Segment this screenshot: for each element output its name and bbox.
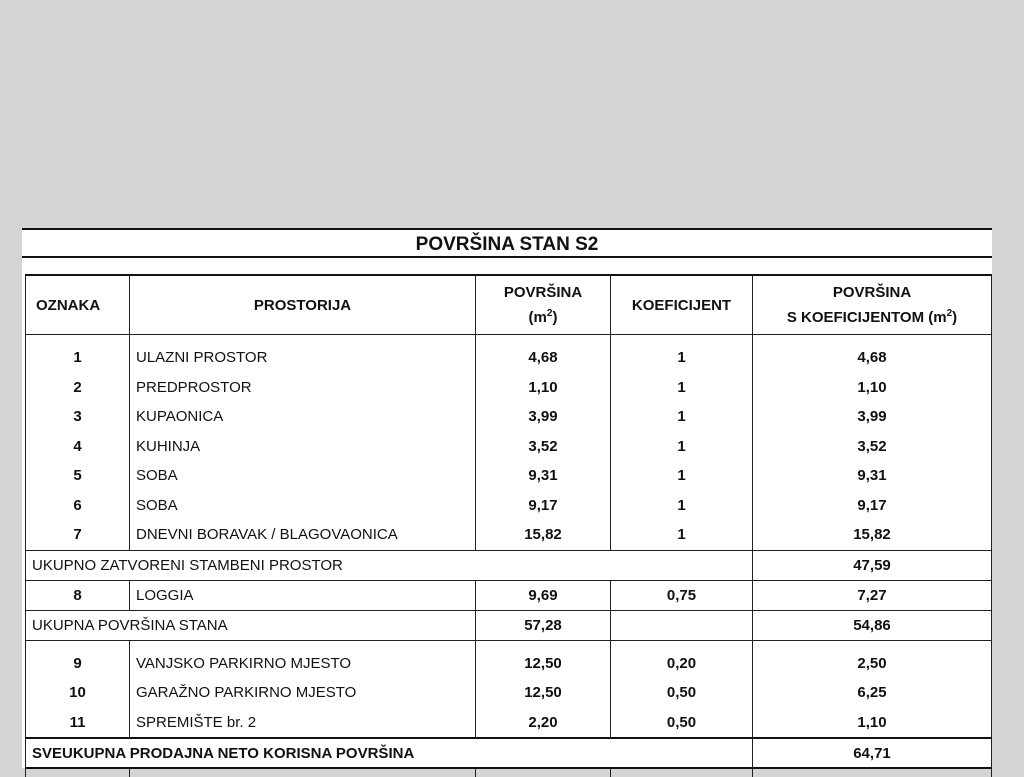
table-row: [26, 335, 992, 373]
room-area-coef: 3,52: [753, 432, 992, 462]
area-table: [25, 274, 992, 777]
room-area: 1,10: [476, 373, 611, 403]
grand-total-label: SVEUKUPNA PRODAJNA NETO KORISNA POVRŠINA: [26, 738, 753, 768]
room-coef: 1: [611, 335, 753, 373]
room-number: 8: [26, 580, 130, 610]
room-name: PREDPROSTOR: [130, 373, 476, 403]
subtotal-enclosed-label: UKUPNO ZATVORENI STAMBENI PROSTOR: [26, 550, 753, 580]
room-name: LOGGIA: [130, 580, 476, 610]
header-povrsina-koef: [753, 275, 992, 335]
table-row: [26, 520, 992, 550]
room-area: 3,52: [476, 432, 611, 462]
room-number: 9: [26, 640, 130, 678]
table-row: [26, 373, 992, 403]
table-continuation-row: [26, 768, 992, 777]
room-name: SOBA: [130, 461, 476, 491]
empty-cell: [753, 768, 992, 777]
table-title: POVRŠINA STAN S2: [22, 228, 992, 258]
room-area: 15,82: [476, 520, 611, 550]
room-coef: 1: [611, 461, 753, 491]
room-number: 3: [26, 402, 130, 432]
room-number: 4: [26, 432, 130, 462]
room-name: ULAZNI PROSTOR: [130, 335, 476, 373]
room-number: 5: [26, 461, 130, 491]
room-coef: 1: [611, 491, 753, 521]
table-row: [26, 461, 992, 491]
total-apartment-label: UKUPNA POVRŠINA STANA: [26, 610, 476, 640]
table-row: [26, 580, 992, 610]
room-number: 6: [26, 491, 130, 521]
room-area: 12,50: [476, 640, 611, 678]
empty-cell: [611, 610, 753, 640]
room-coef: 0,75: [611, 580, 753, 610]
empty-cell: [476, 768, 611, 777]
room-coef: 1: [611, 520, 753, 550]
room-name: KUPAONICA: [130, 402, 476, 432]
header-povrsina-unit: (m: [528, 309, 547, 326]
room-name: KUHINJA: [130, 432, 476, 462]
table-row: [26, 678, 992, 708]
room-area: 2,20: [476, 708, 611, 739]
header-oznaka: OZNAKA: [26, 275, 130, 335]
total-apartment-row: [26, 610, 992, 640]
empty-cell: [611, 768, 753, 777]
empty-cell: [130, 768, 476, 777]
room-name: SOBA: [130, 491, 476, 521]
table-row: [26, 432, 992, 462]
room-area-coef: 6,25: [753, 678, 992, 708]
header-prostorija: PROSTORIJA: [130, 275, 476, 335]
room-area-coef: 9,31: [753, 461, 992, 491]
total-apartment-area-coef: 54,86: [753, 610, 992, 640]
room-area-coef: 1,10: [753, 373, 992, 403]
table-row: [26, 708, 992, 739]
room-coef: 0,20: [611, 640, 753, 678]
header-povrsina-close: ): [552, 309, 558, 326]
room-area-coef: 9,17: [753, 491, 992, 521]
room-area-coef: 1,10: [753, 708, 992, 739]
grand-total-row: [26, 738, 992, 768]
grand-total-value: 64,71: [753, 738, 992, 768]
room-number: 11: [26, 708, 130, 739]
header-povrsina-sup: 2: [546, 308, 553, 319]
room-area: 9,31: [476, 461, 611, 491]
room-name: SPREMIŠTE br. 2: [130, 708, 476, 739]
room-area-coef: 4,68: [753, 335, 992, 373]
table-row: [26, 402, 992, 432]
table-row: [26, 491, 992, 521]
header-pk-line2: S KOEFICIJENTOM (m: [786, 309, 947, 326]
room-area-coef: 2,50: [753, 640, 992, 678]
header-pk-sup: 2: [946, 308, 953, 319]
room-area-coef: 7,27: [753, 580, 992, 610]
room-name: GARAŽNO PARKIRNO MJESTO: [130, 678, 476, 708]
room-number: 7: [26, 520, 130, 550]
room-coef: 1: [611, 402, 753, 432]
table-row: [26, 640, 992, 678]
header-pk-close: ): [952, 309, 958, 326]
room-area: 9,17: [476, 491, 611, 521]
header-povrsina: [476, 275, 611, 335]
room-coef: 0,50: [611, 678, 753, 708]
room-area: 12,50: [476, 678, 611, 708]
room-area: 4,68: [476, 335, 611, 373]
room-number: 1: [26, 335, 130, 373]
room-area-coef: 3,99: [753, 402, 992, 432]
room-name: VANJSKO PARKIRNO MJESTO: [130, 640, 476, 678]
room-name: DNEVNI BORAVAK / BLAGOVAONICA: [130, 520, 476, 550]
empty-cell: [26, 768, 130, 777]
room-area: 3,99: [476, 402, 611, 432]
total-apartment-area: 57,28: [476, 610, 611, 640]
header-povrsina-line1: POVRŠINA: [503, 284, 583, 301]
room-coef: 0,50: [611, 708, 753, 739]
room-number: 2: [26, 373, 130, 403]
header-row: [26, 275, 992, 335]
header-pk-line1: POVRŠINA: [832, 284, 912, 301]
subtotal-enclosed-value: 47,59: [753, 550, 992, 580]
room-coef: 1: [611, 373, 753, 403]
room-coef: 1: [611, 432, 753, 462]
header-koeficijent: KOEFICIJENT: [611, 275, 753, 335]
room-area: 9,69: [476, 580, 611, 610]
subtotal-enclosed-row: [26, 550, 992, 580]
room-area-coef: 15,82: [753, 520, 992, 550]
area-table-sheet: [22, 228, 992, 768]
room-number: 10: [26, 678, 130, 708]
